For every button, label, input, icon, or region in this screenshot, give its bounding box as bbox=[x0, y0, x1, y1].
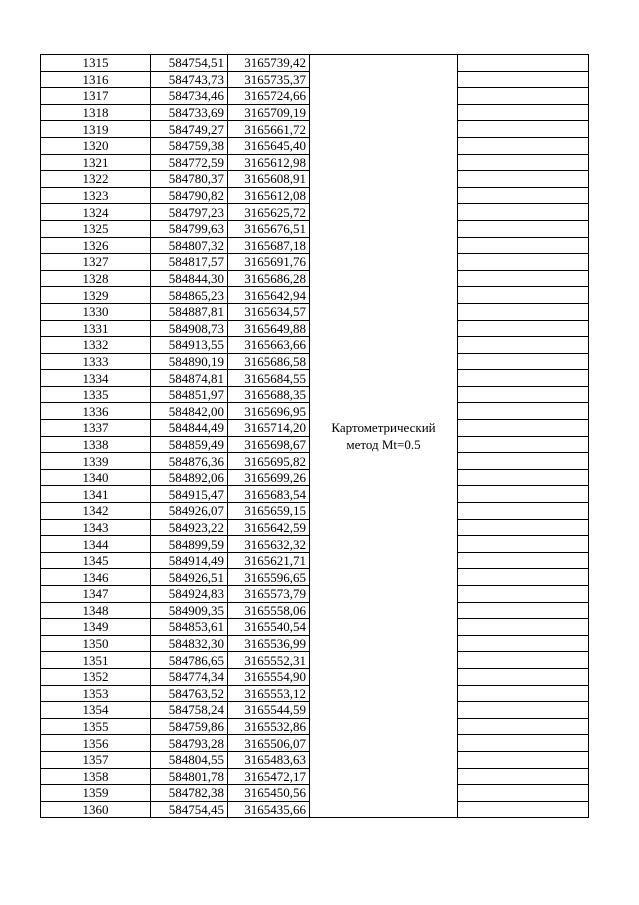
point-number-cell: 1327 bbox=[41, 254, 151, 271]
y-coordinate-cell: 3165612,08 bbox=[228, 187, 310, 204]
empty-cell bbox=[458, 204, 589, 221]
empty-cell bbox=[458, 71, 589, 88]
point-number-cell: 1316 bbox=[41, 71, 151, 88]
x-coordinate-cell: 584853,61 bbox=[151, 619, 228, 636]
y-coordinate-cell: 3165536,99 bbox=[228, 635, 310, 652]
empty-cell bbox=[458, 436, 589, 453]
x-coordinate-cell: 584859,49 bbox=[151, 436, 228, 453]
point-number-cell: 1351 bbox=[41, 652, 151, 669]
x-coordinate-cell: 584874,81 bbox=[151, 370, 228, 387]
x-coordinate-cell: 584782,38 bbox=[151, 785, 228, 802]
empty-cell bbox=[458, 154, 589, 171]
x-coordinate-cell: 584734,46 bbox=[151, 88, 228, 105]
point-number-cell: 1334 bbox=[41, 370, 151, 387]
table-row bbox=[41, 55, 589, 72]
y-coordinate-cell: 3165683,54 bbox=[228, 486, 310, 503]
empty-cell bbox=[458, 187, 589, 204]
x-coordinate-cell: 584754,45 bbox=[151, 801, 228, 818]
x-coordinate-cell: 584914,49 bbox=[151, 552, 228, 569]
point-number-cell: 1336 bbox=[41, 403, 151, 420]
y-coordinate-cell: 3165686,58 bbox=[228, 353, 310, 370]
y-coordinate-cell: 3165661,72 bbox=[228, 121, 310, 138]
x-coordinate-cell: 584763,52 bbox=[151, 685, 228, 702]
empty-cell bbox=[458, 735, 589, 752]
x-coordinate-cell: 584733,69 bbox=[151, 104, 228, 121]
point-number-cell: 1358 bbox=[41, 768, 151, 785]
point-number-cell: 1331 bbox=[41, 320, 151, 337]
y-coordinate-cell: 3165435,66 bbox=[228, 801, 310, 818]
x-coordinate-cell: 584899,59 bbox=[151, 536, 228, 553]
x-coordinate-cell: 584876,36 bbox=[151, 453, 228, 470]
point-number-cell: 1342 bbox=[41, 503, 151, 520]
y-coordinate-cell: 3165645,40 bbox=[228, 137, 310, 154]
point-number-cell: 1325 bbox=[41, 220, 151, 237]
x-coordinate-cell: 584772,59 bbox=[151, 154, 228, 171]
point-number-cell: 1350 bbox=[41, 635, 151, 652]
empty-cell bbox=[458, 370, 589, 387]
x-coordinate-cell: 584799,63 bbox=[151, 220, 228, 237]
point-number-cell: 1315 bbox=[41, 55, 151, 72]
empty-cell bbox=[458, 55, 589, 72]
point-number-cell: 1354 bbox=[41, 702, 151, 719]
x-coordinate-cell: 584759,86 bbox=[151, 718, 228, 735]
point-number-cell: 1330 bbox=[41, 303, 151, 320]
point-number-cell: 1318 bbox=[41, 104, 151, 121]
x-coordinate-cell: 584807,32 bbox=[151, 237, 228, 254]
x-coordinate-cell: 584754,51 bbox=[151, 55, 228, 72]
x-coordinate-cell: 584865,23 bbox=[151, 287, 228, 304]
y-coordinate-cell: 3165483,63 bbox=[228, 751, 310, 768]
x-coordinate-cell: 584923,22 bbox=[151, 519, 228, 536]
empty-cell bbox=[458, 420, 589, 437]
y-coordinate-cell: 3165691,76 bbox=[228, 254, 310, 271]
x-coordinate-cell: 584908,73 bbox=[151, 320, 228, 337]
empty-cell bbox=[458, 287, 589, 304]
empty-cell bbox=[458, 785, 589, 802]
y-coordinate-cell: 3165553,12 bbox=[228, 685, 310, 702]
y-coordinate-cell: 3165663,66 bbox=[228, 337, 310, 354]
y-coordinate-cell: 3165544,59 bbox=[228, 702, 310, 719]
point-number-cell: 1346 bbox=[41, 569, 151, 586]
y-coordinate-cell: 3165573,79 bbox=[228, 586, 310, 603]
y-coordinate-cell: 3165649,88 bbox=[228, 320, 310, 337]
point-number-cell: 1332 bbox=[41, 337, 151, 354]
empty-cell bbox=[458, 88, 589, 105]
empty-cell bbox=[458, 668, 589, 685]
x-coordinate-cell: 584926,07 bbox=[151, 503, 228, 520]
empty-cell bbox=[458, 104, 589, 121]
point-number-cell: 1335 bbox=[41, 386, 151, 403]
empty-cell bbox=[458, 569, 589, 586]
point-number-cell: 1344 bbox=[41, 536, 151, 553]
point-number-cell: 1353 bbox=[41, 685, 151, 702]
x-coordinate-cell: 584774,34 bbox=[151, 668, 228, 685]
x-coordinate-cell: 584817,57 bbox=[151, 254, 228, 271]
point-number-cell: 1359 bbox=[41, 785, 151, 802]
y-coordinate-cell: 3165696,95 bbox=[228, 403, 310, 420]
x-coordinate-cell: 584780,37 bbox=[151, 171, 228, 188]
x-coordinate-cell: 584749,27 bbox=[151, 121, 228, 138]
point-number-cell: 1355 bbox=[41, 718, 151, 735]
empty-cell bbox=[458, 552, 589, 569]
empty-cell bbox=[458, 121, 589, 138]
y-coordinate-cell: 3165472,17 bbox=[228, 768, 310, 785]
point-number-cell: 1357 bbox=[41, 751, 151, 768]
point-number-cell: 1348 bbox=[41, 602, 151, 619]
y-coordinate-cell: 3165687,18 bbox=[228, 237, 310, 254]
y-coordinate-cell: 3165676,51 bbox=[228, 220, 310, 237]
x-coordinate-cell: 584890,19 bbox=[151, 353, 228, 370]
point-number-cell: 1322 bbox=[41, 171, 151, 188]
point-number-cell: 1329 bbox=[41, 287, 151, 304]
point-number-cell: 1337 bbox=[41, 420, 151, 437]
y-coordinate-cell: 3165558,06 bbox=[228, 602, 310, 619]
method-cell: Картометрический метод Mt=0.5 bbox=[310, 55, 458, 818]
empty-cell bbox=[458, 303, 589, 320]
y-coordinate-cell: 3165596,65 bbox=[228, 569, 310, 586]
y-coordinate-cell: 3165634,57 bbox=[228, 303, 310, 320]
point-number-cell: 1319 bbox=[41, 121, 151, 138]
y-coordinate-cell: 3165659,15 bbox=[228, 503, 310, 520]
y-coordinate-cell: 3165642,94 bbox=[228, 287, 310, 304]
point-number-cell: 1339 bbox=[41, 453, 151, 470]
empty-cell bbox=[458, 652, 589, 669]
point-number-cell: 1324 bbox=[41, 204, 151, 221]
empty-cell bbox=[458, 453, 589, 470]
point-number-cell: 1320 bbox=[41, 137, 151, 154]
x-coordinate-cell: 584913,55 bbox=[151, 337, 228, 354]
point-number-cell: 1317 bbox=[41, 88, 151, 105]
y-coordinate-cell: 3165714,20 bbox=[228, 420, 310, 437]
point-number-cell: 1328 bbox=[41, 270, 151, 287]
x-coordinate-cell: 584790,82 bbox=[151, 187, 228, 204]
y-coordinate-cell: 3165686,28 bbox=[228, 270, 310, 287]
y-coordinate-cell: 3165688,35 bbox=[228, 386, 310, 403]
empty-cell bbox=[458, 586, 589, 603]
empty-cell bbox=[458, 536, 589, 553]
y-coordinate-cell: 3165608,91 bbox=[228, 171, 310, 188]
empty-cell bbox=[458, 503, 589, 520]
y-coordinate-cell: 3165450,56 bbox=[228, 785, 310, 802]
empty-cell bbox=[458, 751, 589, 768]
x-coordinate-cell: 584804,55 bbox=[151, 751, 228, 768]
empty-cell bbox=[458, 137, 589, 154]
empty-cell bbox=[458, 237, 589, 254]
x-coordinate-cell: 584758,24 bbox=[151, 702, 228, 719]
y-coordinate-cell: 3165684,55 bbox=[228, 370, 310, 387]
point-number-cell: 1340 bbox=[41, 469, 151, 486]
point-number-cell: 1333 bbox=[41, 353, 151, 370]
point-number-cell: 1326 bbox=[41, 237, 151, 254]
point-number-cell: 1360 bbox=[41, 801, 151, 818]
empty-cell bbox=[458, 685, 589, 702]
y-coordinate-cell: 3165709,19 bbox=[228, 104, 310, 121]
empty-cell bbox=[458, 270, 589, 287]
x-coordinate-cell: 584759,38 bbox=[151, 137, 228, 154]
empty-cell bbox=[458, 602, 589, 619]
x-coordinate-cell: 584915,47 bbox=[151, 486, 228, 503]
x-coordinate-cell: 584892,06 bbox=[151, 469, 228, 486]
y-coordinate-cell: 3165612,98 bbox=[228, 154, 310, 171]
point-number-cell: 1343 bbox=[41, 519, 151, 536]
x-coordinate-cell: 584832,30 bbox=[151, 635, 228, 652]
x-coordinate-cell: 584797,23 bbox=[151, 204, 228, 221]
empty-cell bbox=[458, 353, 589, 370]
empty-cell bbox=[458, 337, 589, 354]
x-coordinate-cell: 584926,51 bbox=[151, 569, 228, 586]
y-coordinate-cell: 3165739,42 bbox=[228, 55, 310, 72]
empty-cell bbox=[458, 702, 589, 719]
empty-cell bbox=[458, 220, 589, 237]
y-coordinate-cell: 3165699,26 bbox=[228, 469, 310, 486]
x-coordinate-cell: 584909,35 bbox=[151, 602, 228, 619]
y-coordinate-cell: 3165554,90 bbox=[228, 668, 310, 685]
empty-cell bbox=[458, 768, 589, 785]
x-coordinate-cell: 584793,28 bbox=[151, 735, 228, 752]
x-coordinate-cell: 584851,97 bbox=[151, 386, 228, 403]
empty-cell bbox=[458, 386, 589, 403]
empty-cell bbox=[458, 801, 589, 818]
point-number-cell: 1345 bbox=[41, 552, 151, 569]
point-number-cell: 1323 bbox=[41, 187, 151, 204]
x-coordinate-cell: 584887,81 bbox=[151, 303, 228, 320]
y-coordinate-cell: 3165506,07 bbox=[228, 735, 310, 752]
coordinates-table bbox=[40, 54, 589, 818]
point-number-cell: 1347 bbox=[41, 586, 151, 603]
y-coordinate-cell: 3165625,72 bbox=[228, 204, 310, 221]
y-coordinate-cell: 3165532,86 bbox=[228, 718, 310, 735]
y-coordinate-cell: 3165695,82 bbox=[228, 453, 310, 470]
y-coordinate-cell: 3165632,32 bbox=[228, 536, 310, 553]
empty-cell bbox=[458, 320, 589, 337]
point-number-cell: 1349 bbox=[41, 619, 151, 636]
point-number-cell: 1321 bbox=[41, 154, 151, 171]
x-coordinate-cell: 584801,78 bbox=[151, 768, 228, 785]
x-coordinate-cell: 584743,73 bbox=[151, 71, 228, 88]
y-coordinate-cell: 3165724,66 bbox=[228, 88, 310, 105]
x-coordinate-cell: 584924,83 bbox=[151, 586, 228, 603]
point-number-cell: 1341 bbox=[41, 486, 151, 503]
point-number-cell: 1352 bbox=[41, 668, 151, 685]
y-coordinate-cell: 3165735,37 bbox=[228, 71, 310, 88]
empty-cell bbox=[458, 469, 589, 486]
x-coordinate-cell: 584844,30 bbox=[151, 270, 228, 287]
y-coordinate-cell: 3165642,59 bbox=[228, 519, 310, 536]
coordinates-table-body bbox=[41, 55, 589, 818]
point-number-cell: 1338 bbox=[41, 436, 151, 453]
y-coordinate-cell: 3165698,67 bbox=[228, 436, 310, 453]
x-coordinate-cell: 584786,65 bbox=[151, 652, 228, 669]
empty-cell bbox=[458, 403, 589, 420]
empty-cell bbox=[458, 254, 589, 271]
empty-cell bbox=[458, 718, 589, 735]
y-coordinate-cell: 3165621,71 bbox=[228, 552, 310, 569]
empty-cell bbox=[458, 519, 589, 536]
y-coordinate-cell: 3165552,31 bbox=[228, 652, 310, 669]
empty-cell bbox=[458, 486, 589, 503]
x-coordinate-cell: 584844,49 bbox=[151, 420, 228, 437]
empty-cell bbox=[458, 635, 589, 652]
y-coordinate-cell: 3165540,54 bbox=[228, 619, 310, 636]
x-coordinate-cell: 584842,00 bbox=[151, 403, 228, 420]
point-number-cell: 1356 bbox=[41, 735, 151, 752]
empty-cell bbox=[458, 619, 589, 636]
empty-cell bbox=[458, 171, 589, 188]
